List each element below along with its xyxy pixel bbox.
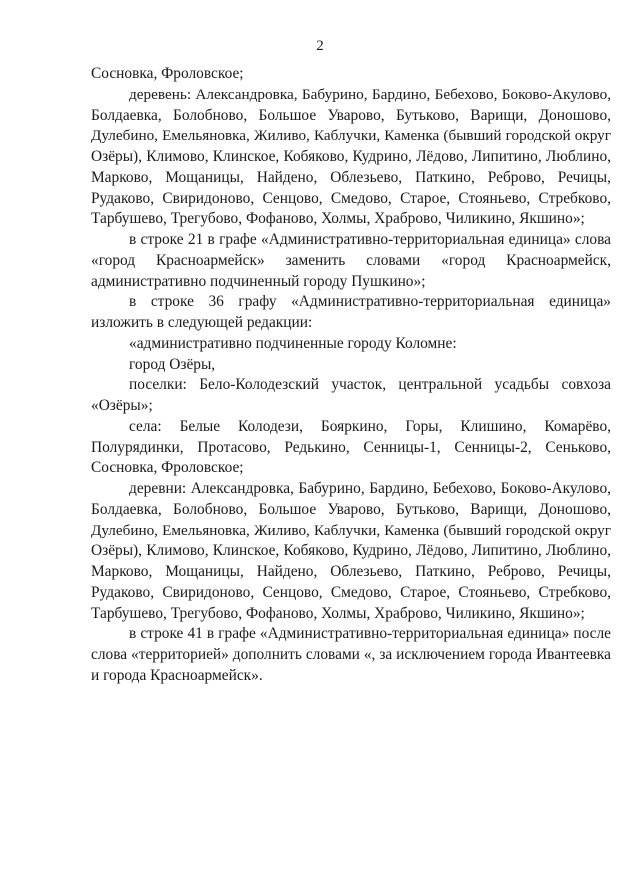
text-line: Озёры), Климово, Клинское, Кобяково, Кудрино, Лёдово, Липитино, Люблино, [91, 148, 611, 165]
text-line: деревень: Александровка, Бабурино, Бардино, Бебехово, Боково-Акулово, [129, 85, 611, 103]
text-line: «административно подчиненные городу Коломне: [129, 334, 457, 352]
text-line: Дулебино, Емельяновка, Жиливо, Каблучки, Каменка (бывший городской округ [91, 127, 611, 145]
document-body [91, 64, 611, 687]
text-line: Полурядинки, Протасово, Редькино, Сенницы-1, Сенницы-2, Сеньково, [91, 438, 611, 456]
text-line: изложить в следующей редакции: [91, 314, 313, 331]
text-line: Озёры), Климово, Клинское, Кобяково, Кудрино, Лёдово, Липитино, Люблино, [91, 542, 611, 560]
text-line: Дулебино, Емельяновка, Жиливо, Каблучки, Каменка (бывший городской округ [91, 521, 611, 539]
text-line: Марково, Мощаницы, Найдено, Облезьево, Паткино, Реброво, Речицы, [91, 168, 611, 186]
text-line: Тарбушево, Трегубово, Фофаново, Холмы, Храброво, Чиликино, Якшино»; [91, 604, 585, 622]
text-line: Болдаевка, Болобново, Большое Уварово, Бутьково, Варищи, Доношово, [91, 106, 611, 124]
text-line: Марково, Мощаницы, Найдено, Облезьево, Паткино, Реброво, Речицы, [91, 563, 611, 580]
text-line: Болдаевка, Болобново, Большое Уварово, Бутьково, Варищи, Доношово, [91, 500, 611, 518]
text-line: в строке 41 в графе «Административно-территориальная единица» после [129, 625, 611, 643]
text-line: Сосновка, Фроловское; [91, 65, 244, 82]
page-number: 2 [316, 38, 324, 54]
text-line: административно подчиненный городу Пушкино»; [91, 272, 426, 290]
text-line: «Озёры»; [91, 397, 153, 414]
text-line: Рудаково, Свиридоново, Сенцово, Смедово, Старое, Стояньево, Стребково, [91, 189, 611, 207]
text-line: слова «территорией» дополнить словами «, за исключением города Ивантеевка [91, 646, 611, 663]
text-line: и города Красноармейск». [91, 666, 263, 684]
text-line: Тарбушево, Трегубово, Фофаново, Холмы, Храброво, Чиликино, Якшино»; [91, 210, 585, 228]
text-line: в строке 21 в графе «Административно-территориальная единица» слова [129, 231, 611, 248]
text-line: села: Белые Колодези, Бояркино, Горы, Клишино, Комарёво, [129, 417, 611, 435]
text-line: «город Красноармейск» заменить словами «город Красноармейск, [91, 251, 611, 269]
text-line: поселки: Бело-Колодезский участок, центральной усадьбы совхоза [129, 376, 611, 394]
text-line: Сосновка, Фроловское; [91, 459, 244, 477]
text-line: город Озёры, [129, 355, 216, 373]
text-line: деревни: Александровка, Бабурино, Бардино, Бебехово, Боково-Акулово, [129, 480, 611, 497]
text-line: в строке 36 графу «Административно-территориальная единица» [129, 293, 611, 311]
text-line: Рудаково, Свиридоново, Сенцово, Смедово, Старое, Стояньево, Стребково, [91, 583, 611, 601]
